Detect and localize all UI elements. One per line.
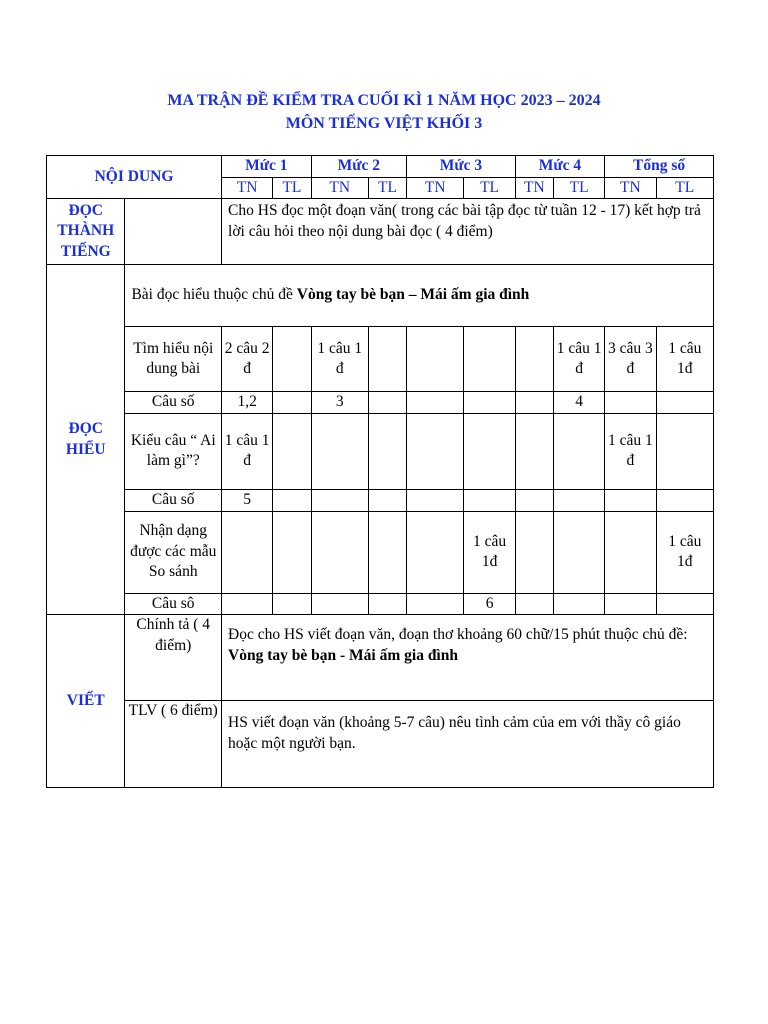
- cell-m2-tl: [368, 511, 406, 593]
- header-tl: TL: [273, 177, 311, 199]
- doc-hieu-intro-topic: Vòng tay bè bạn – Mái ấm gia đình: [296, 286, 530, 304]
- cell-m2-tn: 1 câu 1 đ: [311, 327, 368, 392]
- cell-m4-tl: 4: [553, 392, 604, 414]
- cell-total-tn: 3 câu 3 đ: [605, 327, 656, 392]
- header-level-2: Mức 2: [311, 156, 407, 178]
- header-tn: TN: [311, 177, 368, 199]
- test-matrix-table: [46, 155, 714, 788]
- cell-total-tl: [656, 489, 713, 511]
- cell-m1-tn: 1 câu 1 đ: [222, 413, 273, 489]
- cell-m1-tl: [273, 413, 311, 489]
- cell-m1-tn: [222, 593, 273, 615]
- header-level-1: Mức 1: [222, 156, 312, 178]
- cell-m1-tn: 1,2: [222, 392, 273, 414]
- cell-m3-tn: [407, 327, 464, 392]
- cell-m2-tl: [368, 392, 406, 414]
- cell-m1-tl: [273, 489, 311, 511]
- cell-m2-tn: [311, 593, 368, 615]
- row-label-chinh-ta: Chính tả ( 4 điểm): [125, 615, 222, 701]
- section-doc-thanh-tieng: ĐỌC THÀNH TIẾNG: [47, 199, 125, 265]
- cell-total-tn: [605, 511, 656, 593]
- row-label-cau-so: Câu sô: [125, 593, 222, 615]
- cell-m3-tl: [464, 327, 515, 392]
- cell-m3-tl: [464, 489, 515, 511]
- header-tn: TN: [222, 177, 273, 199]
- document-subtitle: MÔN TIẾNG VIỆT KHỐI 3: [285, 115, 483, 132]
- header-tn: TN: [515, 177, 553, 199]
- cell-m3-tn: [407, 489, 464, 511]
- header-tl: TL: [368, 177, 406, 199]
- cell-m4-tl: [553, 489, 604, 511]
- cell-total-tl: 1 câu 1đ: [656, 511, 713, 593]
- row-label-nhan-dang: Nhận dạng được các mẫu So sánh: [125, 511, 222, 593]
- header-level-3: Mức 3: [407, 156, 516, 178]
- cell-total-tn: [605, 392, 656, 414]
- row-label-tim-hieu: Tìm hiểu nội dung bài: [125, 327, 222, 392]
- document-title: MA TRẬN ĐỀ KIỂM TRA CUỐI KÌ 1 NĂM HỌC 2023 – 2024: [167, 92, 601, 109]
- cell-m3-tn: [407, 511, 464, 593]
- cell-m4-tn: [515, 392, 553, 414]
- chinh-ta-topic: Vòng tay bè bạn - Mái ấm gia đình: [228, 646, 458, 664]
- cell-total-tl: [656, 413, 713, 489]
- cell-m2-tl: [368, 489, 406, 511]
- header-level-4: Mức 4: [515, 156, 605, 178]
- cell-m3-tn: [407, 392, 464, 414]
- cell-m4-tn: [515, 413, 553, 489]
- cell-m2-tn: 3: [311, 392, 368, 414]
- cell-m1-tl: [273, 392, 311, 414]
- cell-m3-tn: [407, 413, 464, 489]
- cell-m3-tl: [464, 392, 515, 414]
- doc-hieu-intro-prefix: Bài đọc hiểu thuộc chủ đề: [131, 286, 297, 304]
- cell-total-tn: [605, 489, 656, 511]
- cell-m3-tl: 1 câu 1đ: [464, 511, 515, 593]
- cell-m1-tl: [273, 593, 311, 615]
- cell-m4-tl: [553, 413, 604, 489]
- header-tl: TL: [464, 177, 515, 199]
- tlv-content: HS viết đoạn văn (khoảng 5-7 câu) nêu tình cảm của em với thầy cô giáo hoặc một người bạn.: [222, 701, 714, 788]
- cell-m3-tl: 6: [464, 593, 515, 615]
- cell-m3-tl: [464, 413, 515, 489]
- cell-m4-tn: [515, 327, 553, 392]
- section-doc-hieu: ĐỌC HIỂU: [47, 265, 125, 615]
- cell-m2-tl: [368, 413, 406, 489]
- doc-thanh-tieng-content: Cho HS đọc một đoạn văn( trong các bài tập đọc từ tuần 12 - 17) kết hợp trả lời câu hỏi theo nội dung bài đọc ( 4 điểm): [222, 199, 714, 265]
- chinh-ta-text: Đọc cho HS viết đoạn văn, đoạn thơ khoảng 60 chữ/15 phút thuộc chủ đề:: [228, 626, 688, 643]
- header-tl: TL: [656, 177, 713, 199]
- header-tn: TN: [407, 177, 464, 199]
- cell-m2-tl: [368, 327, 406, 392]
- cell-total-tl: [656, 593, 713, 615]
- header-tn: TN: [605, 177, 656, 199]
- cell-m1-tl: [273, 327, 311, 392]
- cell-m4-tl: [553, 593, 604, 615]
- header-noi-dung: NỘI DUNG: [47, 156, 222, 199]
- chinh-ta-content: [222, 615, 714, 701]
- cell-total-tn: 1 câu 1 đ: [605, 413, 656, 489]
- cell-total-tn: [605, 593, 656, 615]
- cell-m4-tl: [553, 511, 604, 593]
- section-viet: VIẾT: [47, 615, 125, 788]
- cell-m4-tn: [515, 511, 553, 593]
- cell-m2-tl: [368, 593, 406, 615]
- cell-m1-tn: 5: [222, 489, 273, 511]
- cell-m4-tl: 1 câu 1 đ: [553, 327, 604, 392]
- cell-m2-tn: [311, 413, 368, 489]
- cell-m1-tn: 2 câu 2 đ: [222, 327, 273, 392]
- header-total: Tổng số: [605, 156, 714, 178]
- row-label-kieu-cau: Kiểu câu “ Ai làm gì”?: [125, 413, 222, 489]
- cell-total-tl: 1 câu 1đ: [656, 327, 713, 392]
- row-label-cau-so: Câu số: [125, 489, 222, 511]
- cell-total-tl: [656, 392, 713, 414]
- row-label-cau-so: Câu số: [125, 392, 222, 414]
- cell-m2-tn: [311, 489, 368, 511]
- cell-m1-tl: [273, 511, 311, 593]
- cell-m2-tn: [311, 511, 368, 593]
- doc-hieu-intro: [125, 265, 714, 327]
- empty-cell: [125, 199, 222, 265]
- cell-m4-tn: [515, 489, 553, 511]
- header-tl: TL: [553, 177, 604, 199]
- row-label-tlv: TLV ( 6 điểm): [125, 701, 222, 788]
- cell-m3-tn: [407, 593, 464, 615]
- cell-m1-tn: [222, 511, 273, 593]
- cell-m4-tn: [515, 593, 553, 615]
